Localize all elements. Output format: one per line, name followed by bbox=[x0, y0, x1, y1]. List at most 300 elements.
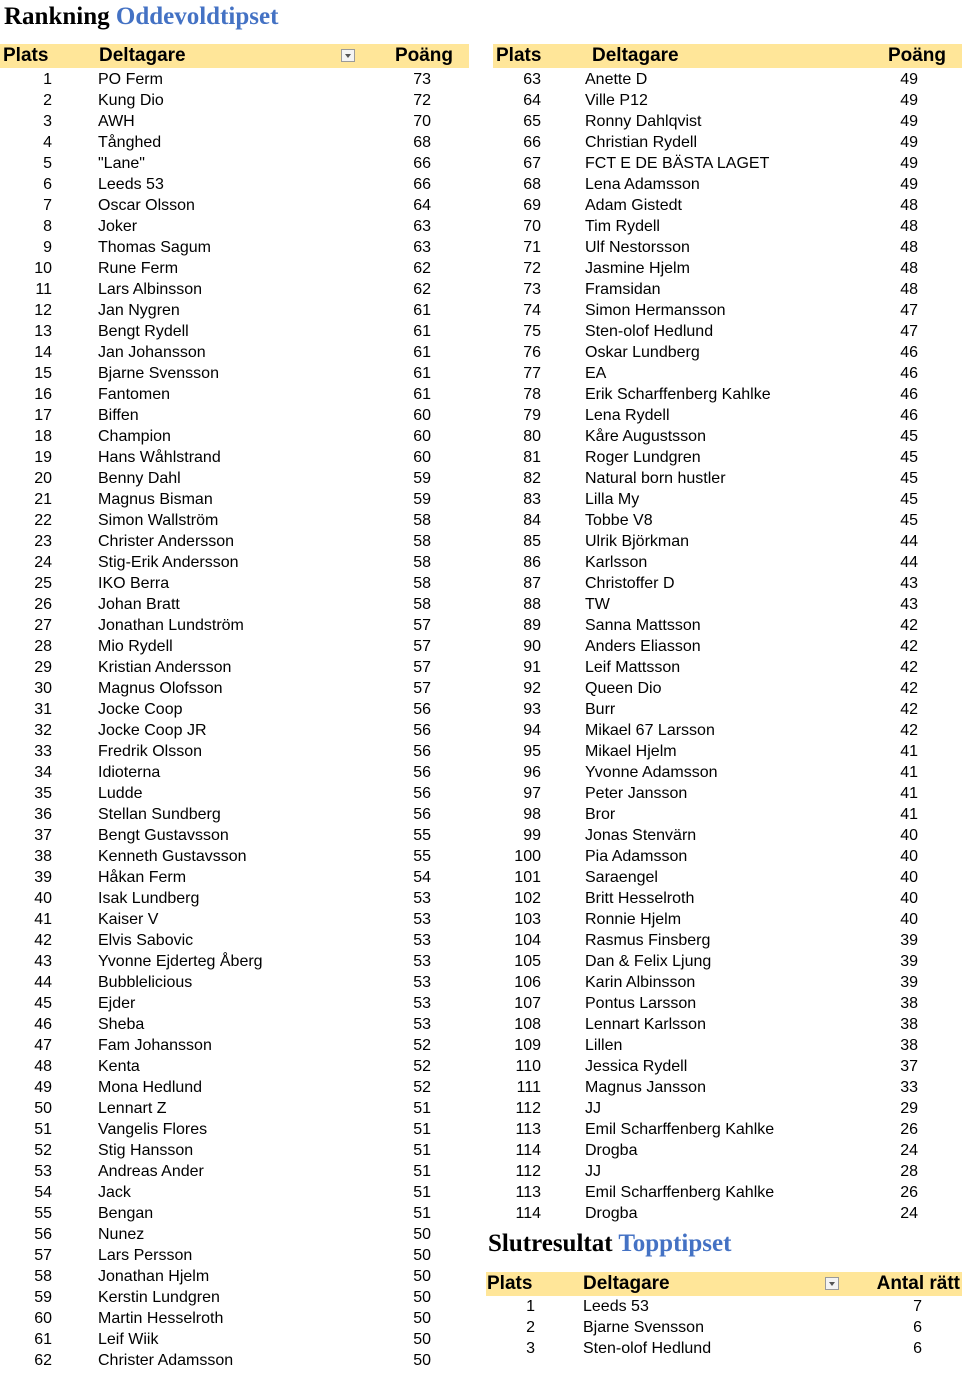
header-antal-ratt: Antal rätt bbox=[876, 1273, 960, 1294]
points-cell: 53 bbox=[413, 1016, 431, 1033]
rank-cell: 21 bbox=[34, 491, 52, 508]
points-cell: 24 bbox=[900, 1142, 918, 1159]
points-cell: 48 bbox=[900, 260, 918, 277]
final-table bbox=[486, 1296, 962, 1359]
points-cell: 47 bbox=[900, 302, 918, 319]
participant-cell: Roger Lundgren bbox=[585, 449, 701, 466]
participant-cell: Mikael 67 Larsson bbox=[585, 722, 715, 739]
table-row bbox=[0, 468, 469, 489]
table-row bbox=[0, 930, 469, 951]
rank-cell: 39 bbox=[34, 869, 52, 886]
table-row bbox=[493, 1140, 962, 1161]
points-cell: 28 bbox=[900, 1163, 918, 1180]
participant-cell: Jocke Coop bbox=[98, 701, 183, 718]
table-row bbox=[0, 1077, 469, 1098]
table-row bbox=[493, 846, 962, 867]
participant-cell: Kerstin Lundgren bbox=[98, 1289, 220, 1306]
participant-cell: Andreas Ander bbox=[98, 1163, 204, 1180]
points-cell: 29 bbox=[900, 1100, 918, 1117]
table-row bbox=[0, 1119, 469, 1140]
participant-cell: Christer Andersson bbox=[98, 533, 235, 550]
rank-cell: 70 bbox=[523, 218, 541, 235]
filter-dropdown-button[interactable] bbox=[341, 49, 355, 62]
participant-cell: Ronny Dahlqvist bbox=[585, 113, 702, 130]
header-deltagare: Deltagare bbox=[99, 45, 186, 66]
points-cell: 58 bbox=[413, 554, 431, 571]
rank-cell: 100 bbox=[514, 848, 541, 865]
points-cell: 26 bbox=[900, 1184, 918, 1201]
participant-cell: Kenneth Gustavsson bbox=[98, 848, 247, 865]
table-row bbox=[0, 1203, 469, 1224]
participant-cell: Leif Mattsson bbox=[585, 659, 681, 676]
table-row bbox=[493, 951, 962, 972]
participant-cell: Anders Eliasson bbox=[585, 638, 701, 655]
rank-cell: 71 bbox=[523, 239, 541, 256]
points-cell: 45 bbox=[900, 512, 918, 529]
participant-cell: Bengt Gustavsson bbox=[98, 827, 229, 844]
rank-cell: 54 bbox=[34, 1184, 52, 1201]
participant-cell: Bengt Rydell bbox=[98, 323, 189, 340]
table-row bbox=[493, 762, 962, 783]
rank-cell: 80 bbox=[523, 428, 541, 445]
table-row bbox=[493, 741, 962, 762]
table-row bbox=[0, 1266, 469, 1287]
rank-cell: 2 bbox=[526, 1319, 535, 1336]
participant-cell: Fredrik Olsson bbox=[98, 743, 203, 760]
points-cell: 51 bbox=[413, 1184, 431, 1201]
table-row bbox=[0, 489, 469, 510]
points-cell: 49 bbox=[900, 134, 918, 151]
participant-cell: Christian Rydell bbox=[585, 134, 698, 151]
table-row bbox=[0, 1056, 469, 1077]
participant-cell: Kenta bbox=[98, 1058, 140, 1075]
table-row bbox=[493, 468, 962, 489]
rank-cell: 88 bbox=[523, 596, 541, 613]
points-cell: 55 bbox=[413, 827, 431, 844]
rank-cell: 37 bbox=[34, 827, 52, 844]
participant-cell: Hans Wåhlstrand bbox=[98, 449, 221, 466]
points-cell: 56 bbox=[413, 785, 431, 802]
points-cell: 57 bbox=[413, 638, 431, 655]
table-row bbox=[493, 552, 962, 573]
rank-cell: 78 bbox=[523, 386, 541, 403]
table-row bbox=[493, 720, 962, 741]
rank-cell: 29 bbox=[34, 659, 52, 676]
table-row bbox=[493, 237, 962, 258]
table-row bbox=[493, 1056, 962, 1077]
table-row bbox=[0, 237, 469, 258]
points-cell: 39 bbox=[900, 974, 918, 991]
table-row bbox=[493, 111, 962, 132]
header-plats: Plats bbox=[487, 1273, 533, 1294]
table-row bbox=[0, 363, 469, 384]
points-cell: 53 bbox=[413, 995, 431, 1012]
points-cell: 41 bbox=[900, 764, 918, 781]
rank-cell: 1 bbox=[526, 1298, 535, 1315]
participant-cell: Lillen bbox=[585, 1037, 623, 1054]
points-cell: 62 bbox=[413, 260, 431, 277]
rank-cell: 41 bbox=[34, 911, 52, 928]
rank-cell: 22 bbox=[34, 512, 52, 529]
table-row bbox=[0, 1098, 469, 1119]
table-row bbox=[493, 783, 962, 804]
final-title bbox=[488, 1229, 731, 1259]
points-cell: 61 bbox=[413, 323, 431, 340]
participant-cell: Ville P12 bbox=[585, 92, 648, 109]
participant-cell: Kåre Augustsson bbox=[585, 428, 706, 445]
rank-cell: 112 bbox=[515, 1100, 541, 1117]
points-cell: 63 bbox=[413, 218, 431, 235]
participant-cell: Ejder bbox=[98, 995, 136, 1012]
points-cell: 42 bbox=[900, 680, 918, 697]
ranking-title bbox=[4, 2, 278, 32]
points-cell: 42 bbox=[900, 701, 918, 718]
participant-cell: AWH bbox=[98, 113, 135, 130]
rank-cell: 1 bbox=[43, 71, 52, 88]
points-cell: 45 bbox=[900, 491, 918, 508]
points-cell: 50 bbox=[413, 1226, 431, 1243]
table-row bbox=[0, 258, 469, 279]
table-row bbox=[493, 1203, 962, 1224]
points-cell: 53 bbox=[413, 953, 431, 970]
points-cell: 49 bbox=[900, 176, 918, 193]
participant-cell: Ulf Nestorsson bbox=[585, 239, 690, 256]
points-cell: 44 bbox=[900, 554, 918, 571]
rank-cell: 96 bbox=[523, 764, 541, 781]
participant-cell: PO Ferm bbox=[98, 71, 163, 88]
points-cell: 57 bbox=[413, 680, 431, 697]
table-row bbox=[0, 594, 469, 615]
participant-cell: Benny Dahl bbox=[98, 470, 181, 487]
rank-cell: 114 bbox=[515, 1142, 541, 1159]
points-cell: 7 bbox=[913, 1298, 922, 1315]
rank-cell: 43 bbox=[34, 953, 52, 970]
participant-cell: Ulrik Björkman bbox=[585, 533, 690, 550]
participant-cell: JJ bbox=[585, 1100, 601, 1117]
participant-cell: Drogba bbox=[585, 1205, 638, 1222]
table-row bbox=[493, 216, 962, 237]
rank-cell: 75 bbox=[523, 323, 541, 340]
table-row bbox=[0, 1140, 469, 1161]
points-cell: 48 bbox=[900, 239, 918, 256]
points-cell: 49 bbox=[900, 92, 918, 109]
participant-cell: Sheba bbox=[98, 1016, 145, 1033]
participant-cell: Bjarne Svensson bbox=[98, 365, 219, 382]
participant-cell: Kaiser V bbox=[98, 911, 159, 928]
rank-cell: 110 bbox=[515, 1058, 541, 1075]
participant-cell: Mikael Hjelm bbox=[585, 743, 677, 760]
table-row bbox=[0, 321, 469, 342]
points-cell: 61 bbox=[413, 365, 431, 382]
points-cell: 50 bbox=[413, 1331, 431, 1348]
rank-cell: 32 bbox=[34, 722, 52, 739]
participant-cell: Tånghed bbox=[98, 134, 162, 151]
table-row bbox=[493, 258, 962, 279]
table-row bbox=[0, 678, 469, 699]
participant-cell: Håkan Ferm bbox=[98, 869, 187, 886]
participant-cell: Bengan bbox=[98, 1205, 154, 1222]
participant-cell: IKO Berra bbox=[98, 575, 170, 592]
rank-cell: 112 bbox=[515, 1163, 541, 1180]
rank-cell: 99 bbox=[523, 827, 541, 844]
table-row bbox=[0, 153, 469, 174]
participant-cell: Magnus Jansson bbox=[585, 1079, 706, 1096]
participant-cell: Fam Johansson bbox=[98, 1037, 212, 1054]
points-cell: 50 bbox=[413, 1268, 431, 1285]
points-cell: 41 bbox=[900, 785, 918, 802]
points-cell: 33 bbox=[900, 1079, 918, 1096]
points-cell: 48 bbox=[900, 281, 918, 298]
table-row bbox=[0, 1287, 469, 1308]
table-row bbox=[493, 1182, 962, 1203]
filter-dropdown-button[interactable] bbox=[825, 1277, 839, 1290]
table-row bbox=[493, 636, 962, 657]
rank-cell: 77 bbox=[523, 365, 541, 382]
rank-cell: 95 bbox=[523, 743, 541, 760]
points-cell: 58 bbox=[413, 596, 431, 613]
rank-cell: 111 bbox=[516, 1079, 541, 1096]
table-row bbox=[0, 342, 469, 363]
rank-cell: 35 bbox=[34, 785, 52, 802]
rank-cell: 90 bbox=[523, 638, 541, 655]
participant-cell: Saraengel bbox=[585, 869, 658, 886]
points-cell: 46 bbox=[900, 407, 918, 424]
rank-cell: 11 bbox=[35, 281, 52, 298]
rank-cell: 26 bbox=[34, 596, 52, 613]
table-row bbox=[493, 489, 962, 510]
rank-cell: 27 bbox=[34, 617, 52, 634]
participant-cell: Dan & Felix Ljung bbox=[585, 953, 712, 970]
participant-cell: Jack bbox=[98, 1184, 131, 1201]
points-cell: 42 bbox=[900, 722, 918, 739]
table-row bbox=[0, 447, 469, 468]
participant-cell: Drogba bbox=[585, 1142, 638, 1159]
points-cell: 50 bbox=[413, 1247, 431, 1264]
rank-cell: 18 bbox=[34, 428, 52, 445]
points-cell: 49 bbox=[900, 113, 918, 130]
points-cell: 62 bbox=[413, 281, 431, 298]
rank-cell: 61 bbox=[34, 1331, 52, 1348]
points-cell: 57 bbox=[413, 617, 431, 634]
ranking-title-accent: Oddevoldtipset bbox=[115, 3, 279, 30]
participant-cell: Idioterna bbox=[98, 764, 161, 781]
rank-cell: 12 bbox=[34, 302, 52, 319]
table-row bbox=[493, 531, 962, 552]
participant-cell: Christer Adamsson bbox=[98, 1352, 234, 1369]
points-cell: 40 bbox=[900, 827, 918, 844]
header-deltagare: Deltagare bbox=[583, 1273, 670, 1294]
participant-cell: Britt Hesselroth bbox=[585, 890, 695, 907]
table-row bbox=[0, 846, 469, 867]
rank-cell: 28 bbox=[34, 638, 52, 655]
final-title-accent: Topptipset bbox=[618, 1230, 732, 1257]
rank-cell: 40 bbox=[34, 890, 52, 907]
header-plats: Plats bbox=[496, 45, 542, 66]
points-cell: 70 bbox=[413, 113, 431, 130]
points-cell: 50 bbox=[413, 1310, 431, 1327]
points-cell: 6 bbox=[913, 1340, 922, 1357]
header-deltagare: Deltagare bbox=[592, 45, 679, 66]
rank-cell: 53 bbox=[34, 1163, 52, 1180]
rank-cell: 15 bbox=[34, 365, 52, 382]
table-row bbox=[0, 552, 469, 573]
points-cell: 66 bbox=[413, 176, 431, 193]
points-cell: 46 bbox=[900, 365, 918, 382]
participant-cell: Mona Hedlund bbox=[98, 1079, 203, 1096]
points-cell: 6 bbox=[913, 1319, 922, 1336]
points-cell: 45 bbox=[900, 428, 918, 445]
rank-cell: 66 bbox=[523, 134, 541, 151]
points-cell: 45 bbox=[900, 449, 918, 466]
table-row bbox=[0, 615, 469, 636]
participant-cell: Sten-olof Hedlund bbox=[583, 1340, 712, 1357]
points-cell: 54 bbox=[413, 869, 431, 886]
table-row bbox=[493, 174, 962, 195]
participant-cell: Magnus Olofsson bbox=[98, 680, 223, 697]
participant-cell: Emil Scharffenberg Kahlke bbox=[585, 1121, 775, 1138]
points-cell: 56 bbox=[413, 806, 431, 823]
participant-cell: Jan Johansson bbox=[98, 344, 206, 361]
rank-cell: 60 bbox=[34, 1310, 52, 1327]
rank-cell: 3 bbox=[43, 113, 52, 130]
header-poang: Poäng bbox=[394, 45, 453, 66]
final-title-main: Slutresultat bbox=[488, 1230, 613, 1257]
points-cell: 44 bbox=[900, 533, 918, 550]
table-row bbox=[0, 1350, 469, 1371]
rank-cell: 7 bbox=[43, 197, 52, 214]
participant-cell: Jessica Rydell bbox=[585, 1058, 688, 1075]
points-cell: 42 bbox=[900, 659, 918, 676]
participant-cell: Peter Jansson bbox=[585, 785, 688, 802]
rank-cell: 83 bbox=[523, 491, 541, 508]
rank-cell: 67 bbox=[523, 155, 541, 172]
participant-cell: "Lane" bbox=[98, 155, 145, 172]
table-row bbox=[0, 1308, 469, 1329]
points-cell: 51 bbox=[413, 1205, 431, 1222]
table-row bbox=[493, 804, 962, 825]
points-cell: 55 bbox=[413, 848, 431, 865]
participant-cell: Bubblelicious bbox=[98, 974, 193, 991]
participant-cell: Nunez bbox=[98, 1226, 145, 1243]
table-row bbox=[0, 636, 469, 657]
rank-cell: 105 bbox=[514, 953, 541, 970]
header-plats: Plats bbox=[3, 45, 49, 66]
participant-cell: Lena Adamsson bbox=[585, 176, 700, 193]
points-cell: 40 bbox=[900, 890, 918, 907]
rank-cell: 98 bbox=[523, 806, 541, 823]
points-cell: 66 bbox=[413, 155, 431, 172]
ranking-left-header bbox=[0, 44, 469, 68]
points-cell: 73 bbox=[413, 71, 431, 88]
table-row bbox=[0, 279, 469, 300]
rank-cell: 113 bbox=[515, 1184, 541, 1201]
points-cell: 53 bbox=[413, 911, 431, 928]
participant-cell: Joker bbox=[98, 218, 138, 235]
table-row bbox=[0, 804, 469, 825]
table-row bbox=[493, 1098, 962, 1119]
table-row bbox=[493, 993, 962, 1014]
participant-cell: Karin Albinsson bbox=[585, 974, 696, 991]
points-cell: 48 bbox=[900, 197, 918, 214]
table-row bbox=[486, 1338, 962, 1359]
participant-cell: FCT E DE BÄSTA LAGET bbox=[585, 155, 770, 172]
rank-cell: 42 bbox=[34, 932, 52, 949]
rank-cell: 20 bbox=[34, 470, 52, 487]
points-cell: 56 bbox=[413, 722, 431, 739]
rank-cell: 62 bbox=[34, 1352, 52, 1369]
table-row bbox=[493, 594, 962, 615]
participant-cell: Natural born hustler bbox=[585, 470, 726, 487]
points-cell: 52 bbox=[413, 1058, 431, 1075]
rank-cell: 33 bbox=[34, 743, 52, 760]
table-row bbox=[493, 930, 962, 951]
participant-cell: Simon Wallström bbox=[98, 512, 219, 529]
rank-cell: 97 bbox=[523, 785, 541, 802]
rank-cell: 79 bbox=[523, 407, 541, 424]
points-cell: 48 bbox=[900, 218, 918, 235]
rank-cell: 49 bbox=[34, 1079, 52, 1096]
table-row bbox=[0, 426, 469, 447]
participant-cell: Lars Persson bbox=[98, 1247, 193, 1264]
points-cell: 60 bbox=[413, 407, 431, 424]
points-cell: 59 bbox=[413, 491, 431, 508]
points-cell: 50 bbox=[413, 1289, 431, 1306]
rank-cell: 73 bbox=[523, 281, 541, 298]
points-cell: 52 bbox=[413, 1079, 431, 1096]
points-cell: 43 bbox=[900, 596, 918, 613]
points-cell: 47 bbox=[900, 323, 918, 340]
participant-cell: Burr bbox=[585, 701, 616, 718]
points-cell: 72 bbox=[413, 92, 431, 109]
participant-cell: Fantomen bbox=[98, 386, 171, 403]
rank-cell: 36 bbox=[34, 806, 52, 823]
points-cell: 40 bbox=[900, 911, 918, 928]
rank-cell: 82 bbox=[523, 470, 541, 487]
rank-cell: 48 bbox=[34, 1058, 52, 1075]
participant-cell: Martin Hesselroth bbox=[98, 1310, 224, 1327]
table-row bbox=[493, 615, 962, 636]
participant-cell: JJ bbox=[585, 1163, 601, 1180]
table-row bbox=[0, 1014, 469, 1035]
rank-cell: 65 bbox=[523, 113, 541, 130]
participant-cell: Tim Rydell bbox=[585, 218, 660, 235]
rank-cell: 94 bbox=[523, 722, 541, 739]
rank-cell: 86 bbox=[523, 554, 541, 571]
table-row bbox=[493, 300, 962, 321]
participant-cell: Isak Lundberg bbox=[98, 890, 200, 907]
table-row bbox=[0, 510, 469, 531]
participant-cell: Bror bbox=[585, 806, 616, 823]
table-row bbox=[493, 678, 962, 699]
rank-cell: 16 bbox=[34, 386, 52, 403]
table-row bbox=[0, 111, 469, 132]
table-row bbox=[493, 867, 962, 888]
participant-cell: Lilla My bbox=[585, 491, 640, 508]
rank-cell: 55 bbox=[34, 1205, 52, 1222]
points-cell: 42 bbox=[900, 638, 918, 655]
ranking-right-header bbox=[493, 44, 962, 68]
points-cell: 39 bbox=[900, 932, 918, 949]
points-cell: 53 bbox=[413, 974, 431, 991]
table-row bbox=[493, 384, 962, 405]
points-cell: 45 bbox=[900, 470, 918, 487]
points-cell: 51 bbox=[413, 1121, 431, 1138]
rank-cell: 50 bbox=[34, 1100, 52, 1117]
participant-cell: Lena Rydell bbox=[585, 407, 670, 424]
rank-cell: 13 bbox=[34, 323, 52, 340]
points-cell: 24 bbox=[900, 1205, 918, 1222]
participant-cell: Bjarne Svensson bbox=[583, 1319, 704, 1336]
